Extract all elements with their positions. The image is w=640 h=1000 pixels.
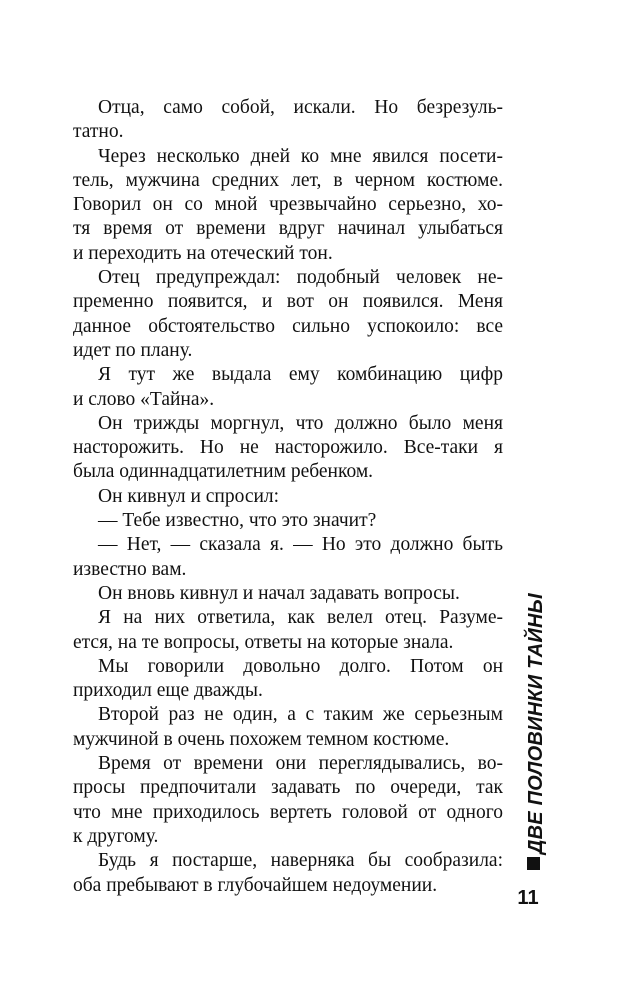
text-line: и слово «Тайна». — [73, 388, 215, 410]
paragraph — [73, 849, 503, 898]
paragraph — [73, 363, 503, 412]
text-line: Время от времени они переглядывались, во- — [98, 753, 503, 775]
text-line: идет по плану. — [73, 339, 193, 361]
paragraph — [73, 96, 503, 145]
paragraph — [73, 145, 503, 266]
paragraph — [73, 509, 503, 533]
paragraph — [73, 752, 503, 849]
text-line: Он трижды моргнул, что должно было меня — [98, 412, 503, 434]
page-number: 11 — [517, 887, 539, 909]
text-line: Через несколько дней ко мне явился посети- — [98, 145, 503, 167]
text-line: просы предпочитали задавать по очереди, так — [73, 777, 503, 799]
text-line: Я на них ответила, как велел отец. Разуме- — [98, 607, 503, 629]
running-title: ДВЕ ПОЛОВИНКИ ТАЙНЫ — [525, 593, 547, 854]
paragraph — [73, 533, 503, 582]
text-line: пременно появится, и вот он появился. Меня — [73, 291, 503, 313]
text-line: Он вновь кивнул и начал задавать вопросы. — [98, 582, 460, 604]
text-line: Второй раз не один, а с таким же серьезным — [98, 704, 503, 726]
text-line: оба пребывают в глубочайшем недоумении. — [73, 874, 438, 896]
text-line: и переходить на отеческий тон. — [73, 242, 333, 264]
text-line: известно вам. — [73, 558, 187, 580]
text-line: была одиннадцатилетним ребенком. — [73, 461, 374, 483]
text-line: — Нет, — сказала я. — Но это должно быть — [98, 534, 503, 556]
paragraph — [73, 655, 503, 704]
text-line: тель, мужчина средних лет, в черном костюме. — [73, 169, 503, 191]
text-line: приходил еще дважды. — [73, 680, 263, 702]
text-line: Я тут же выдала ему комбинацию цифр — [98, 364, 503, 386]
text-line: что мне приходилось вертеть головой от одного — [73, 801, 503, 823]
text-line: мужчиной в очень похожем темном костюме. — [73, 728, 450, 750]
text-line: Он кивнул и спросил: — [98, 485, 280, 507]
text-line: Отца, само собой, искали. Но безрезуль- — [98, 97, 503, 118]
paragraph — [73, 412, 503, 485]
text-line: татно. — [73, 121, 124, 143]
text-line: Отец предупреждал: подобный человек не- — [98, 267, 503, 289]
paragraph — [73, 582, 503, 606]
text-line: — Тебе известно, что это значит? — [98, 510, 377, 532]
text-line: Мы говорили довольно долго. Потом он — [98, 655, 503, 677]
text-line: тя время от времени вдруг начинал улыбаться — [73, 218, 503, 240]
text-line: Говорил он со мной чрезвычайно серьезно, хо- — [73, 194, 503, 216]
paragraph — [73, 606, 503, 655]
text-line: насторожить. Но не насторожило. Все-таки я — [73, 437, 503, 459]
paragraph — [73, 485, 503, 509]
text-line: ется, на те вопросы, ответы на которые знала. — [73, 631, 454, 653]
paragraph — [73, 703, 503, 752]
paragraph — [73, 266, 503, 363]
text-line: Будь я постарше, наверняка бы сообразила: — [98, 850, 503, 872]
page-body-text — [73, 96, 503, 898]
square-marker-icon — [527, 857, 540, 870]
text-line: данное обстоятельство сильно успокоило: все — [73, 315, 503, 337]
text-line: к другому. — [73, 825, 159, 847]
